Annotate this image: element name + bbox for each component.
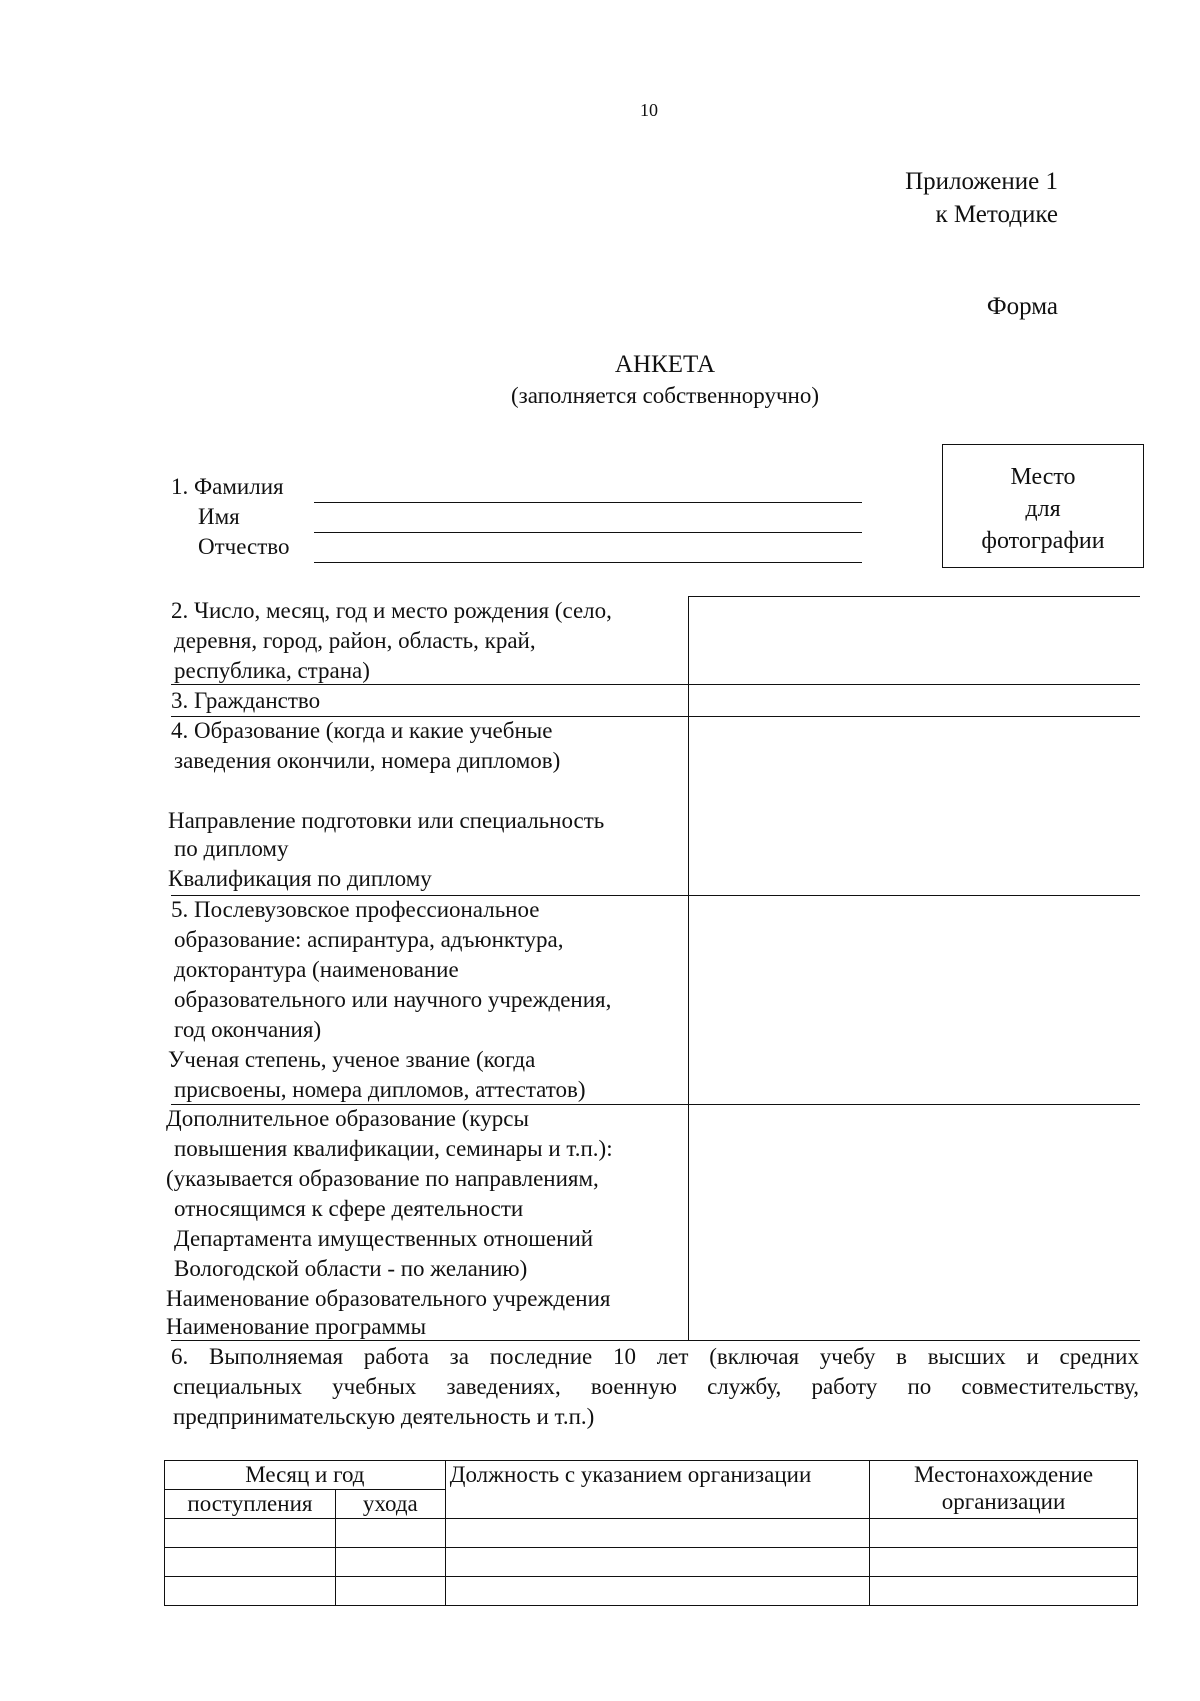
empty-cell[interactable] [335, 1519, 445, 1548]
col-start: поступления [165, 1490, 336, 1519]
form-label: Форма [986, 293, 1058, 320]
col-position: Должность с указанием организации [445, 1461, 869, 1519]
q5-line-5: год окончания) [174, 1017, 322, 1042]
document-subtitle: (заполняется собственноручно) [510, 383, 820, 408]
q4-line-2: заведения окончили, номера дипломов) [174, 748, 561, 773]
appendix-reference [905, 165, 1058, 231]
q5-line-1: 5. Послевузовское профессиональное [171, 897, 540, 922]
q4b-line-2: по диплому [174, 836, 289, 861]
q5c-line-6: Вологодской области - по желанию) [174, 1256, 528, 1281]
surname-label: 1. Фамилия [171, 474, 284, 499]
q5c-line-8: Наименование программы [166, 1314, 427, 1339]
photo-label-2: для [1025, 496, 1061, 522]
empty-cell[interactable] [445, 1548, 869, 1577]
q4b-line-1: Направление подготовки или специальность [168, 808, 605, 833]
empty-cell[interactable] [870, 1577, 1138, 1606]
q5c-line-4: относящимся к сфере деятельности [174, 1196, 524, 1221]
q5b-line-2: присвоены, номера дипломов, аттестатов) [174, 1077, 586, 1102]
surname-field[interactable] [314, 502, 862, 503]
section-6-text [171, 1342, 1139, 1432]
table-divider-vertical [688, 596, 689, 1340]
appendix-line-1: Приложение 1 [905, 168, 1058, 195]
answer-cell-q2[interactable] [688, 684, 689, 685]
q3-label: 3. Гражданство [171, 688, 321, 713]
document-title: АНКЕТА [614, 351, 716, 378]
empty-cell[interactable] [335, 1577, 445, 1606]
q5-line-4: образовательного или научного учреждения, [174, 987, 612, 1012]
empty-cell[interactable] [335, 1548, 445, 1577]
q4-line-1: 4. Образование (когда и какие учебные [171, 718, 553, 743]
empty-cell[interactable] [165, 1577, 336, 1606]
table-row [165, 1577, 1138, 1606]
photo-placeholder-box [942, 444, 1144, 568]
photo-label-3: фотографии [981, 528, 1105, 554]
empty-cell[interactable] [445, 1577, 869, 1606]
q5b-line-1: Ученая степень, ученое звание (когда [168, 1047, 536, 1072]
col-location: Местонахождение организации [870, 1461, 1138, 1519]
section-6-line-3: предпринимательскую деятельность и т.п.) [173, 1404, 595, 1429]
patronymic-field[interactable] [314, 562, 862, 563]
row-separator-2 [171, 684, 1140, 685]
q2-line-3: республика, страна) [174, 658, 370, 683]
page-number: 10 [640, 100, 658, 120]
table-bottom-line [171, 1340, 1140, 1341]
col-end: ухода [335, 1490, 445, 1519]
q5-line-2: образование: аспирантура, адъюнктура, [174, 927, 564, 952]
q5c-line-2: повышения квалификации, семинары и т.п.): [174, 1136, 613, 1161]
table-row [165, 1519, 1138, 1548]
section-6-line-2: специальных учебных заведениях, военную службу, работу по совместительству, [173, 1374, 1139, 1399]
col-month-year: Месяц и год [165, 1461, 446, 1490]
name-field[interactable] [314, 532, 862, 533]
empty-cell[interactable] [165, 1548, 336, 1577]
appendix-line-2: к Методике [935, 201, 1058, 228]
name-label: Имя [198, 504, 240, 529]
q5c-line-3: (указывается образование по направлениям, [166, 1166, 599, 1191]
section-6-line-1: 6. Выполняемая работа за последние 10 лет (включая учебу в высших и средних [171, 1344, 1139, 1369]
q2-line-1: 2. Число, месяц, год и место рождения (село, [171, 598, 612, 623]
q2-line-2: деревня, город, район, область, край, [174, 628, 536, 653]
table-top-line [688, 596, 1140, 597]
photo-label-1: Место [1010, 464, 1076, 490]
work-history-table [164, 1460, 1138, 1606]
q5-line-3: докторантура (наименование [174, 957, 459, 982]
empty-cell[interactable] [165, 1519, 336, 1548]
q5c-line-5: Департамента имущественных отношений [174, 1226, 594, 1251]
q5c-line-7: Наименование образовательного учреждения [166, 1286, 611, 1311]
q4c-label: Квалификация по диплому [168, 866, 432, 891]
q5c-line-1: Дополнительное образование (курсы [166, 1106, 529, 1131]
empty-cell[interactable] [445, 1519, 869, 1548]
empty-cell[interactable] [870, 1519, 1138, 1548]
patronymic-label: Отчество [198, 534, 290, 559]
table-row [165, 1548, 1138, 1577]
empty-cell[interactable] [870, 1548, 1138, 1577]
